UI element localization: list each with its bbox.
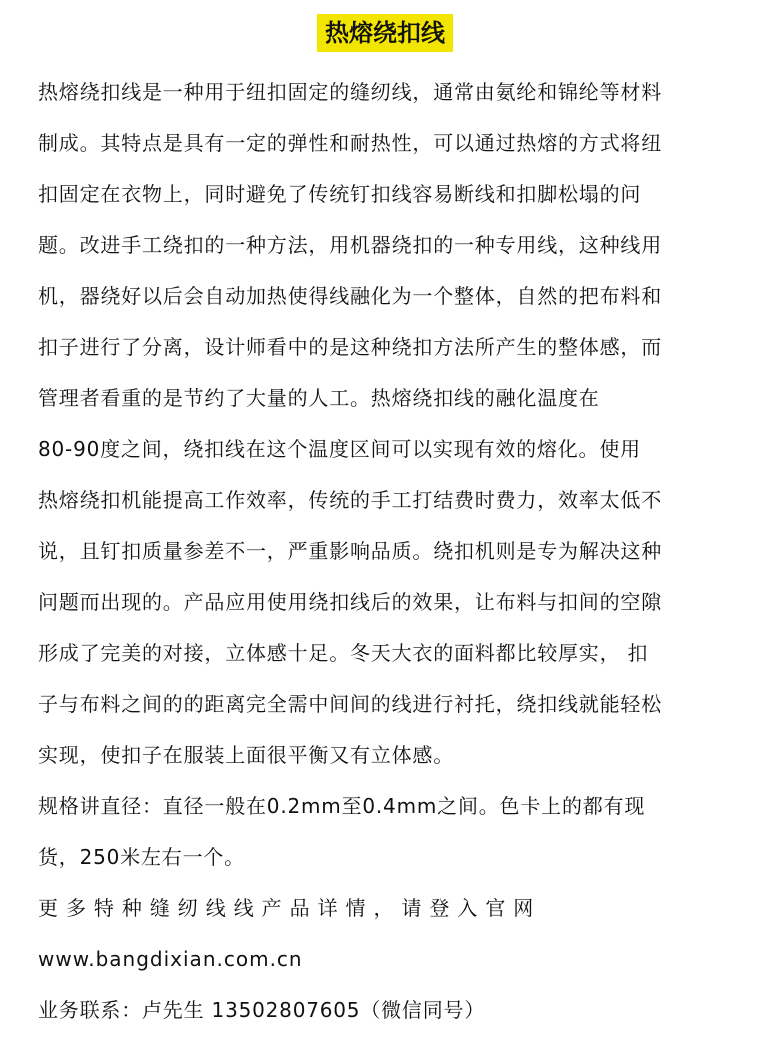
text-line-14: 实现，使扣子在服装上面很平衡又有立体感。 bbox=[38, 743, 454, 767]
text-line-2: 制成。其特点是具有一定的弹性和耐热性，可以通过热熔的方式将纽 bbox=[38, 131, 662, 155]
contact-line: 业务联系：卢先生 13502807605（微信同号） bbox=[38, 998, 486, 1022]
text-line-7: 管理者看重的是节约了大量的人工。热熔绕扣线的融化温度在 bbox=[38, 386, 600, 410]
website-prompt: 更 多 特 种 缝 纫 线 线 产 品 详 情 ， 请 登 入 官 网 bbox=[38, 896, 535, 920]
text-line-1: 热熔绕扣线是一种用于纽扣固定的缝纫线，通常由氨纶和锦纶等材料 bbox=[38, 80, 662, 104]
document-body bbox=[38, 67, 728, 1036]
text-line-6: 扣子进行了分离，设计师看中的是这种绕扣方法所产生的整体感，而 bbox=[38, 335, 662, 359]
title-wrapper bbox=[0, 14, 770, 52]
text-line-8: 80-90度之间，绕扣线在这个温度区间可以实现有效的熔化。使用 bbox=[38, 437, 641, 461]
text-line-11: 问题而出现的。产品应用使用绕扣线后的效果，让布料与扣间的空隙 bbox=[38, 590, 662, 614]
spec-line-continued: 货，250米左右一个。 bbox=[38, 845, 245, 869]
text-line-9: 热熔绕扣机能提高工作效率，传统的手工打结费时费力，效率太低不 bbox=[38, 488, 662, 512]
text-line-10: 说，且钉扣质量参差不一，严重影响品质。绕扣机则是专为解决这种 bbox=[38, 539, 662, 563]
text-line-13: 子与布料之间的的距离完全需中间间的线进行衬托，绕扣线就能轻松 bbox=[38, 692, 662, 716]
website-link[interactable]: www.bangdixian.com.cn bbox=[38, 947, 303, 971]
text-line-3: 扣固定在衣物上，同时避免了传统钉扣线容易断线和扣脚松塌的问 bbox=[38, 182, 642, 206]
text-line-12: 形成了完美的对接，立体感十足。冬天大衣的面料都比较厚实， 扣 bbox=[38, 641, 649, 665]
page-title: 热熔绕扣线 bbox=[317, 14, 453, 52]
text-line-4: 题。改进手工绕扣的一种方法，用机器绕扣的一种专用线，这种线用 bbox=[38, 233, 662, 257]
spec-line: 规格讲直径：直径一般在0.2mm至0.4mm之间。色卡上的都有现 bbox=[38, 794, 646, 818]
text-line-5: 机，器绕好以后会自动加热使得线融化为一个整体，自然的把布料和 bbox=[38, 284, 662, 308]
